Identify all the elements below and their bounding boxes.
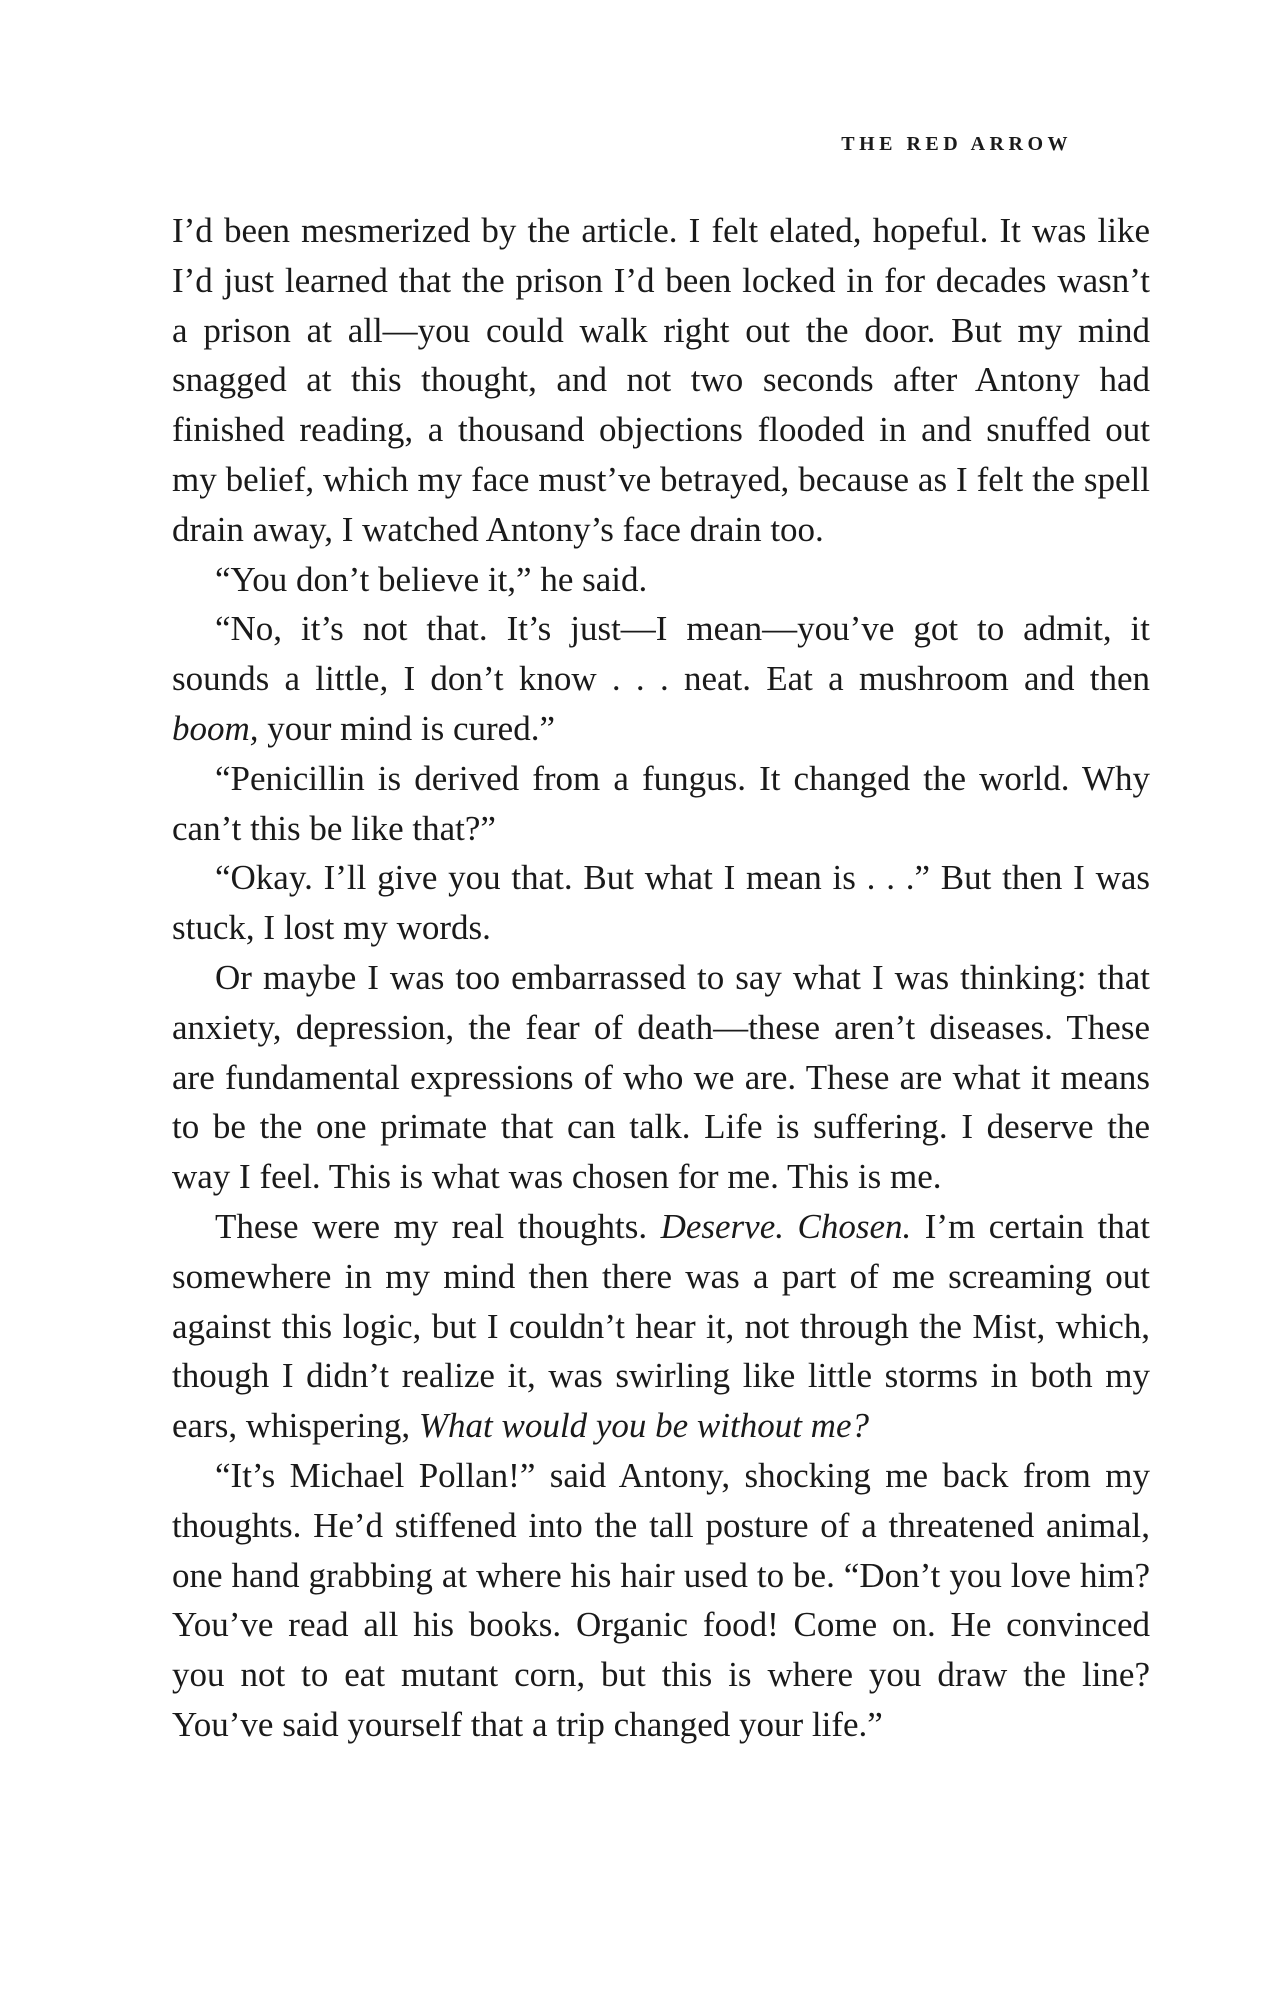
paragraph xyxy=(172,206,1150,555)
italic-text-run: Deserve. Chosen. xyxy=(660,1206,912,1246)
paragraph xyxy=(172,1202,1150,1451)
paragraph xyxy=(172,853,1150,953)
italic-text-run: What would you be without me? xyxy=(418,1406,869,1446)
paragraph xyxy=(172,555,1150,605)
running-head-title: THE RED ARROW xyxy=(841,133,1072,155)
text-run: your mind is cured.” xyxy=(258,708,555,748)
text-run: “You don’t believe it,” he said. xyxy=(215,559,648,599)
paragraph xyxy=(172,953,1150,1202)
text-run: “No, it’s not that. It’s just—I mean—you’ve got to admit, it sounds a little, I don’t know . . . neat. Eat a mushroom and then xyxy=(172,609,1150,699)
text-run: I’m certain that somewhere in my mind then there was a part of me screaming out against this logic, but I couldn’t hear it, not through the Mist, which, though I didn’t realize it, was swirling like little storms in both my ears, whispering, xyxy=(172,1206,1151,1446)
paragraph xyxy=(172,604,1150,753)
text-run: I’d been mesmerized by the article. I felt elated, hopeful. It was like I’d just learned that the prison I’d been locked in for decades wasn’t a prison at all—you could walk right out the door. But my mind snagged at this thought, and not two seconds after Antony had finished reading, a thousand objections flooded in and snuffed out my belief, which my face must’ve betrayed, because as I felt the spell drain away, I watched Antony’s face drain too. xyxy=(172,211,1150,549)
text-run: These were my real thoughts. xyxy=(215,1206,661,1246)
paragraph xyxy=(172,754,1150,854)
body-text xyxy=(172,206,1150,1750)
italic-text-run: boom, xyxy=(172,708,259,748)
text-run: “It’s Michael Pollan!” said Antony, shocking me back from my thoughts. He’d stiffened into the tall posture of a threatened animal, one hand grabbing at where his hair used to be. “Don’t you love him? You’ve read all his books. Organic food! Come on. He convinced you not to eat mutant corn, but this is where you draw the line? You’ve said yourself that a trip changed your life.” xyxy=(172,1455,1150,1744)
text-run: Or maybe I was too embarrassed to say what I was thinking: that anxiety, depression, the fear of death—these aren’t diseases. These are fundamental expressions of who we are. These are what it means to be the one primate that can talk. Life is suffering. I deserve the way I feel. This is what was chosen for me. This is me. xyxy=(172,957,1150,1197)
paragraph xyxy=(172,1451,1150,1750)
text-run: “Okay. I’ll give you that. But what I mean is . . .” But then I was stuck, I lost my words. xyxy=(172,858,1150,948)
text-run: “Penicillin is derived from a fungus. It changed the world. Why can’t this be like that?” xyxy=(172,758,1150,848)
